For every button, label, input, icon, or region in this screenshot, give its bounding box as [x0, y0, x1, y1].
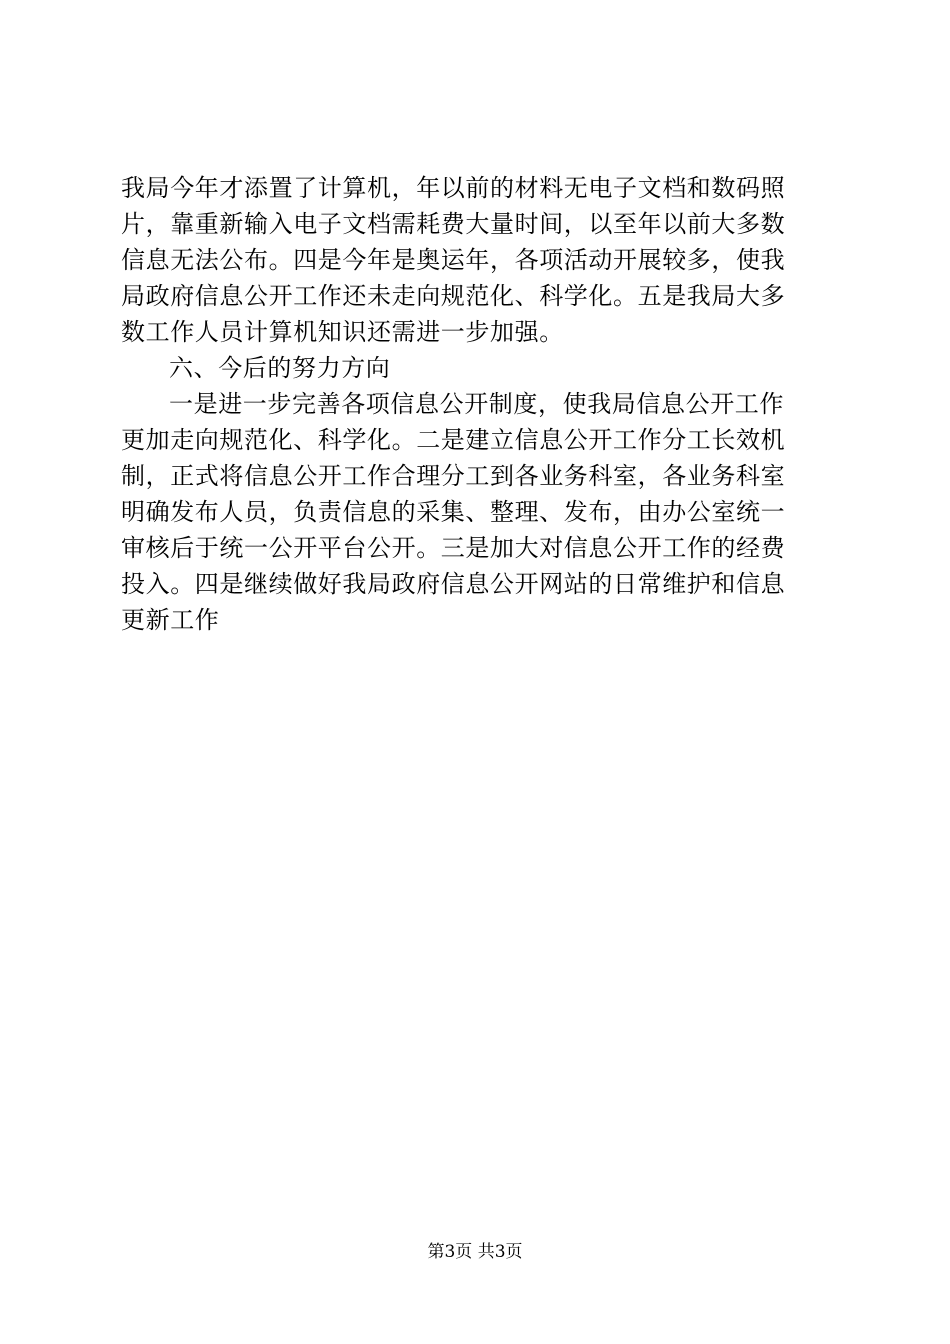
body-text — [121, 170, 833, 638]
paragraph-line: 我局今年才添置了计算机，年以前的材料无电子文档和数码照 — [121, 174, 786, 202]
paragraph-line: 制，正式将信息公开工作合理分工到各业务科室，各业务科室 — [121, 462, 786, 490]
paragraph-line: 信息无法公布。四是今年是奥运年，各项活动开展较多，使我 — [121, 246, 786, 274]
paragraph-line: 片，靠重新输入电子文档需耗费大量时间，以至年以前大多数 — [121, 210, 786, 238]
paragraph-line: 投入。四是继续做好我局政府信息公开网站的日常维护和信息 — [121, 570, 786, 598]
paragraph-line: 更新工作 — [121, 606, 220, 634]
paragraph-line: 明确发布人员，负责信息的采集、整理、发布，由办公室统一 — [121, 498, 786, 526]
paragraph-line: 局政府信息公开工作还未走向规范化、科学化。五是我局大多 — [121, 282, 786, 310]
paragraph-line: 一是进一步完善各项信息公开制度，使我局信息公开工作 — [169, 390, 784, 418]
paragraph-line: 审核后于统一公开平台公开。三是加大对信息公开工作的经费 — [121, 534, 786, 562]
paragraph-line: 数工作人员计算机知识还需进一步加强。 — [121, 318, 564, 346]
section-heading: 六、今后的努力方向 — [169, 354, 391, 382]
paragraph-line: 更加走向规范化、科学化。二是建立信息公开工作分工长效机 — [121, 426, 786, 454]
page-number-footer: 第3页 共3页 — [427, 1242, 523, 1262]
